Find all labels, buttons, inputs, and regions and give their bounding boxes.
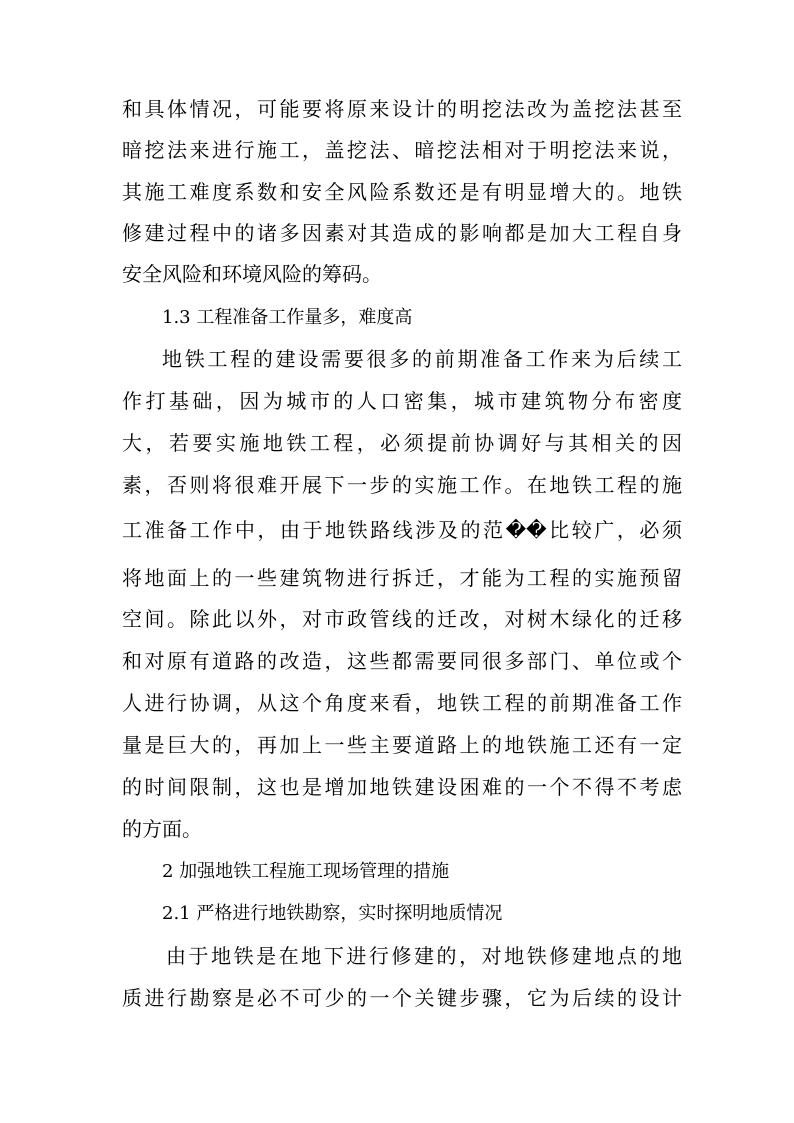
section-heading: 2 加强地铁工程施工现场管理的措施: [162, 861, 450, 882]
text-line: 暗挖法来进行施工，盖挖法、暗挖法相对于明挖法来说，: [122, 138, 682, 162]
paragraph-first-line: 地铁工程的建设需要很多的前期准备工作来为后续工: [162, 347, 682, 371]
section-heading: 1.3 工程准备工作量多，难度高: [162, 307, 413, 328]
text-line: 作打基础，因为城市的人口密集，城市建筑物分布密度: [122, 389, 682, 413]
paragraph-first-line: 由于地铁是在地下进行修建的，对地铁修建地点的地: [166, 944, 682, 968]
text-line: 量是巨大的，再加上一些主要道路上的地铁施工还有一定: [122, 733, 682, 757]
text-line: 空间。除此以外，对市政管线的迁改，对树木绿化的迁移: [122, 607, 682, 631]
text-line: 工准备工作中，由于地铁路线涉及的范��比较广，必须: [122, 518, 682, 542]
text-line: 质进行勘察是必不可少的一个关键步骤，它为后续的设计: [122, 986, 682, 1010]
subsection-heading: 2.1 严格进行地铁勘察，实时探明地质情况: [162, 903, 503, 924]
text-line: 安全风险和环境风险的筹码。: [122, 262, 382, 286]
text-line: 和对原有道路的改造，这些都需要同很多部门、单位或个: [122, 649, 682, 673]
text-line: 大，若要实施地铁工程，必须提前协调好与其相关的因: [122, 431, 682, 455]
text-line: 修建过程中的诸多因素对其造成的影响都是加大工程自身: [122, 221, 682, 245]
text-line: 人进行协调，从这个角度来看，地铁工程的前期准备工作: [122, 691, 682, 715]
text-line: 的时间限制，这也是增加地铁建设困难的一个不得不考虑: [122, 775, 682, 799]
text-line: 其施工难度系数和安全风险系数还是有明显增大的。地铁: [122, 180, 682, 204]
text-line: 和具体情况，可能要将原来设计的明挖法改为盖挖法甚至: [122, 97, 682, 121]
text-line: 素，否则将很难开展下一步的实施工作。在地铁工程的施: [122, 473, 682, 497]
text-line: 的方面。: [122, 817, 202, 841]
text-line: 将地面上的一些建筑物进行拆迁，才能为工程的实施预留: [122, 566, 682, 590]
